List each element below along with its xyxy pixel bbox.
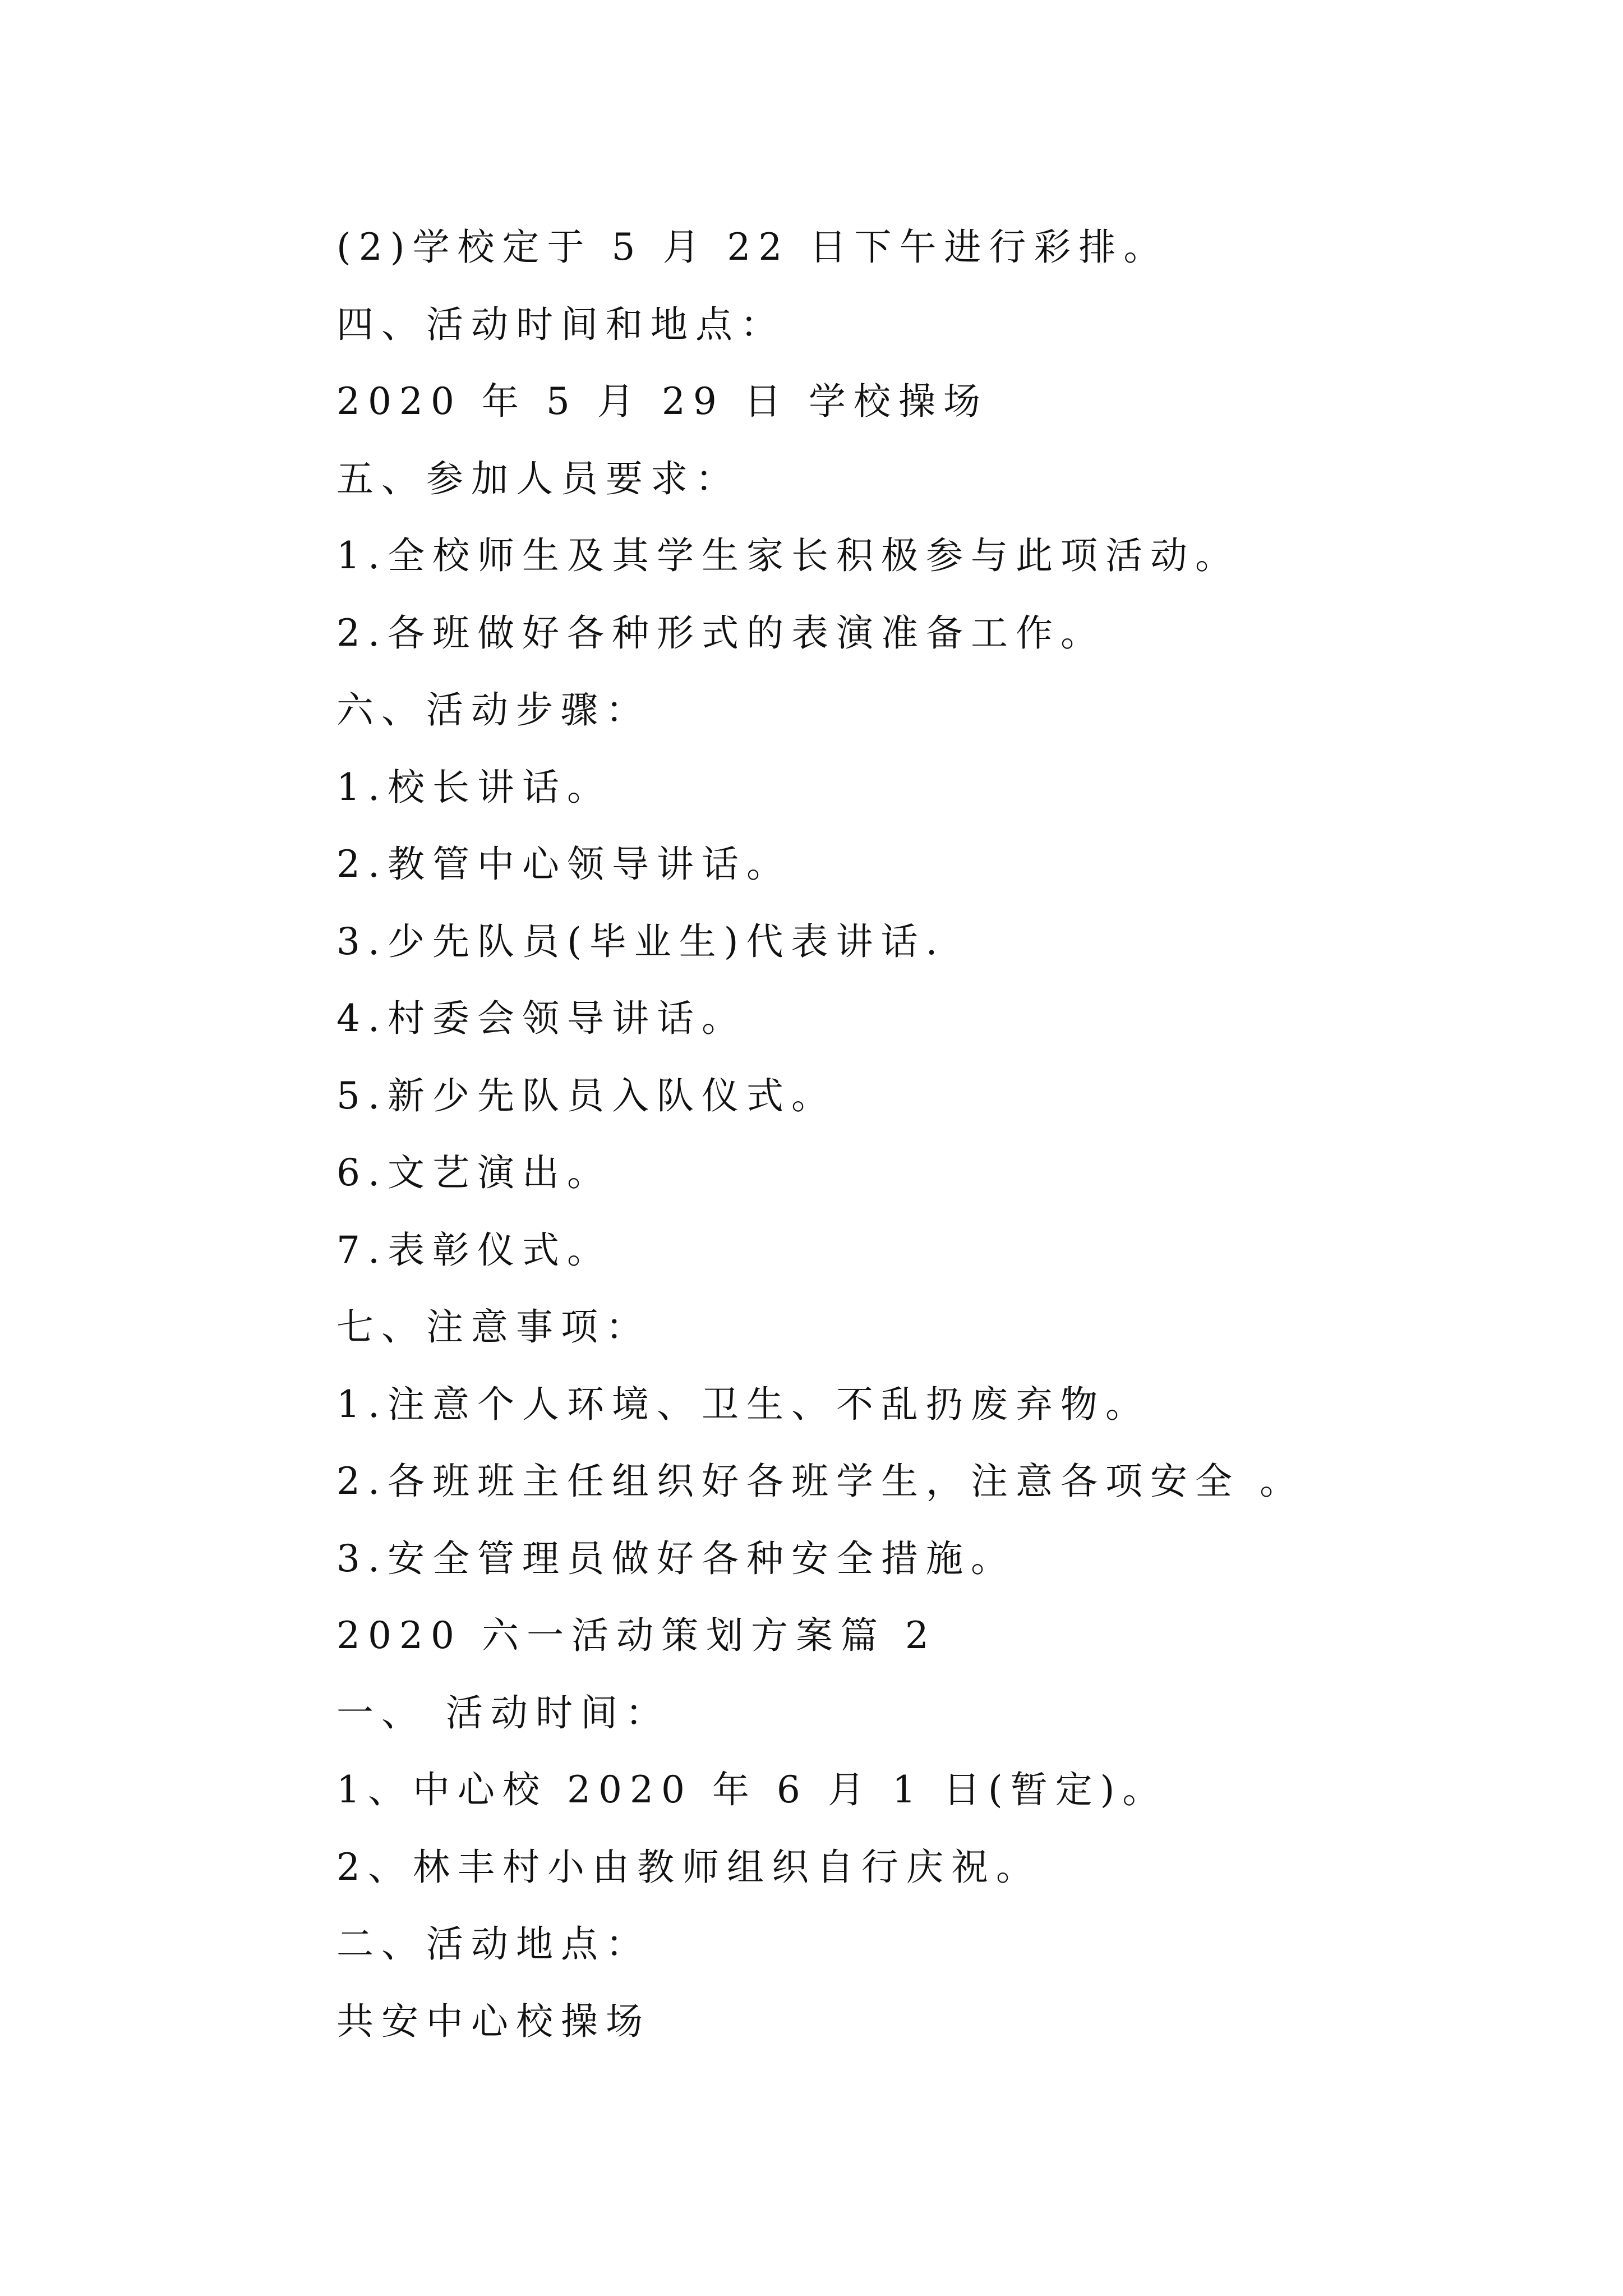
section-heading-time-place: 四、活动时间和地点： [336, 302, 785, 346]
section-heading-notes: 七、注意事项： [336, 1305, 651, 1349]
section-heading-participants: 五、参加人员要求： [336, 457, 740, 500]
activity-time-1: 1、中心校 2020 年 6 月 1 日(暂定)。 [336, 1768, 1168, 1811]
step-6: 6.文艺演出。 [336, 1151, 612, 1194]
document-body [336, 209, 1514, 2060]
rehearsal-note: (2)学校定于 5 月 22 日下午进行彩排。 [336, 226, 1169, 269]
note-1: 1.注意个人环境、卫生、不乱扔废弃物。 [336, 1382, 1150, 1426]
step-5: 5.新少先队员入队仪式。 [336, 1074, 836, 1117]
step-3: 3.少先队员(毕业生)代表讲话. [336, 919, 946, 963]
step-1: 1.校长讲话。 [336, 765, 612, 809]
note-3: 3.安全管理员做好各种安全措施。 [336, 1536, 1016, 1580]
participant-requirement-2: 2.各班做好各种形式的表演准备工作。 [336, 611, 1105, 655]
participant-requirement-1: 1.全校师生及其学生家长积极参与此项活动。 [336, 534, 1240, 577]
activity-place: 共安中心校操场 [336, 1999, 651, 2043]
note-2: 2.各班班主任组织好各班学生，注意各项安全 。 [336, 1460, 1304, 1503]
step-4: 4.村委会领导讲话。 [336, 997, 746, 1040]
section-heading-steps: 六、活动步骤： [336, 688, 651, 731]
activity-time-2: 2、林丰村小由教师组织自行庆祝。 [336, 1845, 1041, 1889]
step-2: 2.教管中心领导讲话。 [336, 843, 791, 886]
step-7: 7.表彰仪式。 [336, 1228, 612, 1272]
plan-2-title: 2020 六一活动策划方案篇 2 [336, 1614, 937, 1657]
section-heading-activity-place: 二、活动地点： [336, 1922, 651, 1966]
section-heading-activity-time: 一、 活动时间： [336, 1691, 670, 1734]
event-date-place: 2020 年 5 月 29 日 学校操场 [336, 380, 988, 423]
